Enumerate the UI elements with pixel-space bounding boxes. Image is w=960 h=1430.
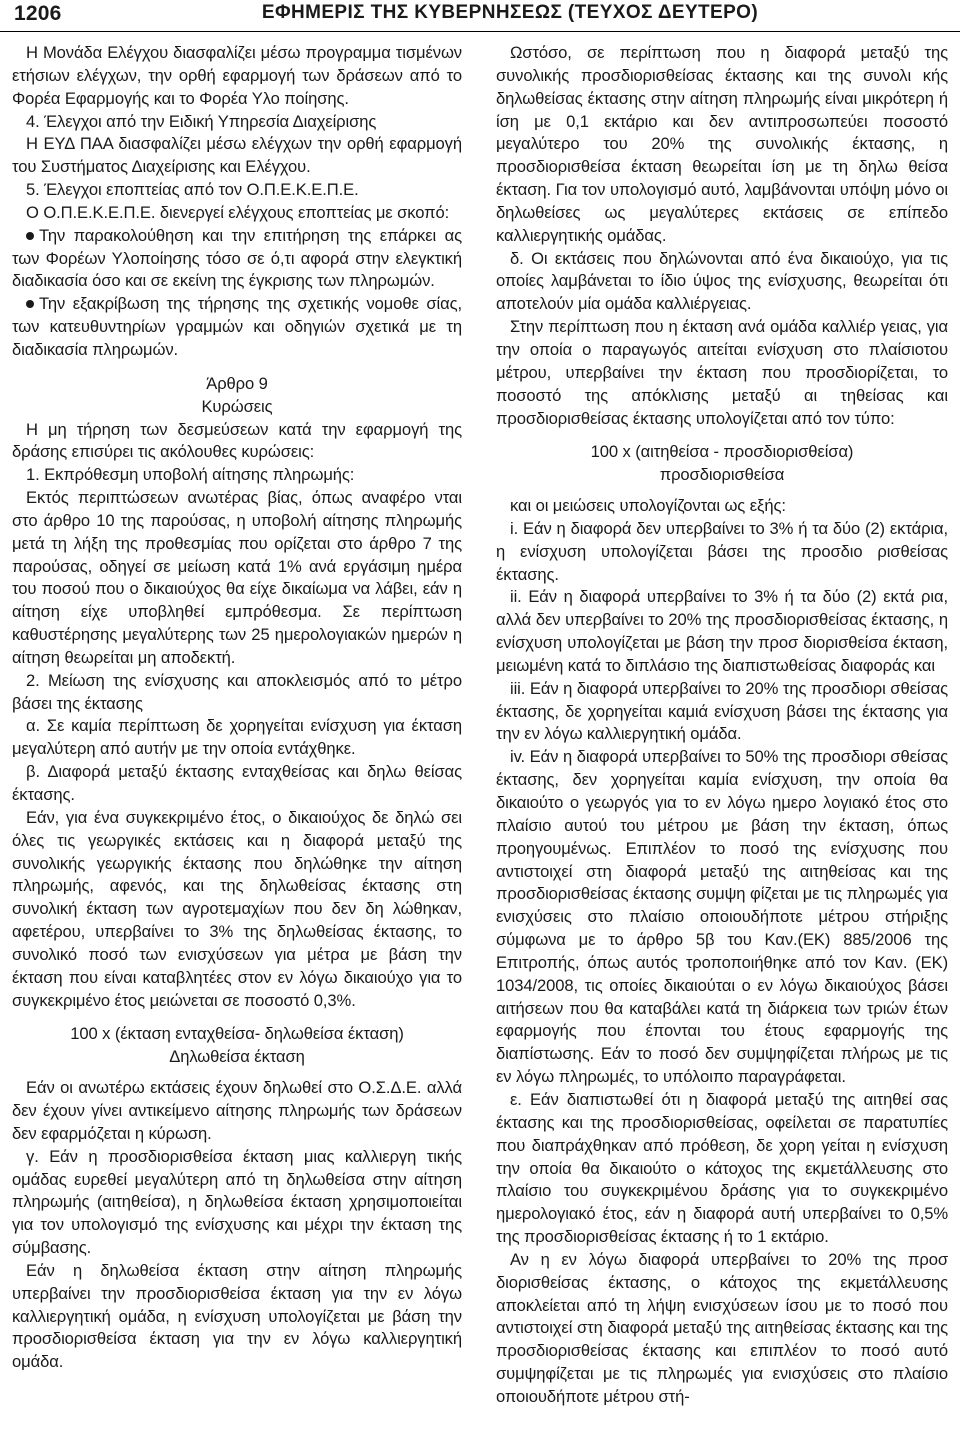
right-column (496, 42, 948, 1409)
list-item: iv. Εάν η διαφορά υπερβαίνει το 50% της προσδιορι σθείσας έκτασης, δεν χορηγείται καμία ενίσχυση, την οποία θα δικαιούτο ο γεωργός για το εν λόγω ημερο λογιακό έτος στο πλαίσιο αυτού του μέτρου με βάση την έκταση, όπως προηγουμένως. Επιπλέον το ποσό της ενίσχυσης που αντιστοιχεί στη διαφορά μεταξύ της αιτηθείσας και της προσδιορισθείσας έκτασης συμψη φίζεται με τις πληρωμές για ενισχύσεις στο πλαίσιο οποιουδήποτε μέτρου στήριξης σύμφωνα με το άρθρο 5β του Καν.(ΕΚ) 885/2006 της Επιτροπής, όπως αυτός τροποποιήθηκε από τον Καν. (ΕΚ) 1034/2008, τις οποίες δικαιούται ο εν λόγω δικαιούχος βάσει αιτήσεων που θα καταβάλει κατά τη διάρκεια των τριών έτων εφαρμογής που έπονται του έτους εφαρμογής της διαπίστωσης. Εάν το ποσό δεν συμψηφίζεται πλήρως με τις εν λόγω πληρωμές, το υπόλοιπο παραγράφεται. (496, 747, 948, 1087)
article-title: Κυρώσεις (201, 396, 273, 416)
paragraph: Ωστόσο, σε περίπτωση που η διαφορά μεταξύ της συνολικής προσδιορισθείσας έκτασης και της συνολι κής δηλωθείσας έκτασης στην αίτηση πληρωμής είναι μικρότερη ή ίση με 0,1 εκτάριο και δεν αντιπροσωπεύει ποσοστό μεγαλύτερο του 20% της συνολικής έκτασης, η προσδιορισθείσα έκταση θεωρείται ίση με τη δηλω θείσα έκταση. Για τον υπολογισμό αυτό, λαμβάνονται υπόψη μόνο οι δηλωθείσες ως μεγαλύτερες εκτάσεις σε επίπεδο καλλιεργητικής ομάδας. (496, 43, 948, 245)
paragraph: Εάν οι ανωτέρω εκτάσεις έχουν δηλωθεί στο Ο.Σ.Δ.Ε. αλλά δεν έχουν γίνει αντικείμενο αίτησης πληρωμής των δράσεων δεν εφαρμόζεται η κύρωση. (12, 1078, 462, 1143)
page-number: 1206 (14, 2, 62, 25)
paragraph: και οι μειώσεις υπολογίζονται ως εξής: (510, 496, 786, 516)
formula-denominator: Δηλωθείσα έκταση (169, 1047, 305, 1067)
paragraph: δ. Οι εκτάσεις που δηλώνονται από ένα δικαιούχο, για τις οποίες λαμβάνεται το ίδιο ύψος της ενίσχυσης, θεωρείται ότι αποτελούν μία ομάδα καλλιέργειας. (496, 248, 948, 314)
article-number: Άρθρο 9 (206, 373, 268, 393)
paragraph: Εάν η δηλωθείσα έκταση στην αίτηση πληρωμής υπερβαίνει την προσδιορισθείσα έκταση για την εν λόγω καλλιεργητική ομάδα, η ενίσχυση υπολογίζεται με βάση την προσδιορισθείσα έκταση για την εν λόγω καλλιεργητική ομάδα. (12, 1260, 462, 1372)
section-heading: 2. Μείωση της ενίσχυσης και αποκλεισμός από το μέτρο βάσει της έκτασης (12, 670, 462, 713)
paragraph: Στην περίπτωση που η έκταση ανά ομάδα καλλιέρ γειας, για την οποία ο παραγωγός αιτείται ενίσχυση στο πλαίσιοτου μέτρου, υπερβαίνει την έκταση που προσδιορίζεται, το ποσοστό της απόκλισης μεταξύ αι τηθείσας και προσδιορισθείσας έκτασης υπολογίζεται από τον τύπο: (496, 317, 948, 428)
spacer (12, 1012, 462, 1023)
section-heading: 5. Έλεγχοι εποπτείας από τον Ο.Π.Ε.Κ.Ε.Π.Ε. (26, 180, 359, 200)
spacer (496, 430, 948, 441)
page-header (0, 0, 960, 34)
bullet-item: Την παρακολούθηση και την επιτήρηση της επάρκει ας των Φορέων Υλοποίησης τόσο σε ό,τι αφορά στην ελεγκτική διαδικασία όσο και σε εκείνη της έγκρισης των πληρωμών. (12, 225, 462, 294)
paragraph: Η μη τήρηση των δεσμεύσεων κατά την εφαρμογή της δράσης επισύρει τις ακόλουθες κυρώσεις: (12, 419, 462, 462)
spacer (12, 362, 462, 373)
formula-denominator: προσδιορισθείσα (659, 465, 785, 485)
paragraph: α. Σε καμία περίπτωση δε χορηγείται ενίσχυση για έκταση μεγαλύτερη από αυτήν με την οποία εντάχθηκε. (12, 716, 462, 759)
spacer (12, 1069, 462, 1077)
left-column (12, 42, 462, 1374)
list-item: ii. Εάν η διαφορά υπερβαίνει το 3% ή τα δύο (2) εκτά ρια, αλλά δεν υπερβαίνει το 20% της προσδιορισθείσας έκτασης, η ενίσχυση υπολογίζεται με βάση την προσ διορισθείσα έκταση, μειωμένη κατά το διπλάσιο της διαπιστωθείσας διαφοράς και (496, 587, 948, 675)
list-item: iii. Εάν η διαφορά υπερβαίνει το 20% της προσδιορι σθείσας έκτασης, δε χορηγείται καμιά ενίσχυση βάσει της έκτασης για την εν λόγω καλλιεργητική ομάδα. (496, 678, 948, 744)
paragraph: Η Μονάδα Ελέγχου διασφαλίζει μέσω προγραμμα τισμένων ετήσιων ελέγχων, την ορθή εφαρμογή των δράσεων από το Φορέα Εφαρμογής και το Φορέα Υλο ποίησης. (12, 43, 462, 108)
bullet-item: Την εξακρίβωση της τήρησης της σχετικής νομοθε σίας, των κατευθυντηρίων γραμμών και οδηγιών σχετικά με τη διαδικασία πληρωμών. (12, 293, 462, 362)
paragraph: β. Διαφορά μεταξύ έκτασης ενταχθείσας και δηλω θείσας έκτασης. (12, 762, 462, 804)
formula-numerator: 100 x (έκταση ενταχθείσα- δηλωθείσα έκταση) (70, 1024, 404, 1044)
paragraph: Η ΕΥΔ ΠΑΑ διασφαλίζει μέσω ελέγχων την ορθή εφαρμογή του Συστήματος Διαχείρισης και Ελέγχου. (12, 134, 462, 177)
paragraph: ε. Εάν διαπιστωθεί ότι η διαφορά μεταξύ της αιτηθεί σας έκτασης και της προσδιορισθείσας, οφείλεται σε παρατυπίες που διαπράχθηκαν από πρόθεση, δε χορη γείται η ενίσχυση την οποία θα δικαιούτο ο κάτοχος της εκμετάλλευσης στο πλαίσιο του συγκεκριμένου δράσης για το συγκεκριμένο ημερολογιακό έτος, εάν η διαφορά αυτή υπερβαίνει το 0,5% της προσδιορισθείσας έκτασης ή το 1 εκτάριο. (496, 1089, 948, 1247)
paragraph: Εάν, για ένα συγκεκριμένο έτος, ο δικαιούχος δε δηλώ σει όλες τις γεωργικές εκτάσεις και η διαφορά μεταξύ της συνολικής γεωργικής έκτασης που δηλώθηκε την αίτηση πληρωμής, αφενός, και της δηλωθείσας έκτασης στη συνολική έκταση των αγροτεμαχίων που δεν δη λώθηκαν, αφετέρου, υπερβαίνει το 3% της δηλωθείσας έκτασης, το συνολικό ποσό των ενισχύσεων για μέτρα με βάση την έκταση που είναι καταβλητέες στον εν λόγω δικαιούχο για το συγκεκριμένο έτος μειώνεται σε ποσοστό 0,3%. (12, 807, 462, 1010)
header-rule (0, 31, 960, 32)
formula-numerator: 100 x (αιτηθείσα - προσδιορισθείσα) (590, 442, 854, 462)
spacer (496, 487, 948, 495)
gazette-title: ΕΦΗΜΕΡΙΣ ΤΗΣ ΚΥΒΕΡΝΗΣΕΩΣ (ΤΕΥΧΟΣ ΔΕΥΤΕΡΟ) (261, 2, 759, 23)
section-heading: 4. Έλεγχοι από την Ειδική Υπηρεσία Διαχείρισης (26, 111, 377, 131)
paragraph: Ο Ο.Π.Ε.Κ.Ε.Π.Ε. διενεργεί ελέγχους εποπτείας με σκοπό: (26, 202, 450, 222)
paragraph: Εκτός περιπτώσεων ανωτέρας βίας, όπως αναφέρο νται στο άρθρο 10 της παρούσας, η υποβολή αίτησης πληρωμής μετά τη λήξη της προθεσμίας που ορίζεται στο άρθρο 7 της παρούσας, οδηγεί σε μείωση κατά 1% ανά εργάσιμη ημέρα του ποσού που ο δικαιούχος θα είχε δικαίωμα να λάβει, εάν η αίτηση είχε υποβληθεί εμπρόθεσμα. Σε περίπτωση καθυστέρησης μεγαλύτερης των 25 ημερολογιακών ημερών η αίτηση θεωρείται μη αποδεκτή. (12, 488, 462, 667)
section-heading: 1. Εκπρόθεσμη υποβολή αίτησης πληρωμής: (26, 465, 355, 485)
paragraph: γ. Εάν η προσδιορισθείσα έκταση μιας καλλιεργη τικής ομάδας ευρεθεί μεγαλύτερη από τη δηλωθείσα στην αίτηση πληρωμής (αιτηθείσα), η δηλωθείσα έκταση χρησιμοποιείται για τον υπολογισμό της ενίσχυσης και μέχρι την έκταση της σύμβασης. (12, 1146, 462, 1258)
paragraph: Αν η εν λόγω διαφορά υπερβαίνει το 20% της προσ διορισθείσας έκτασης, ο κάτοχος της εκμετάλλευσης αποκλείεται από τη λήψη ενισχύσεων ίσου με το ποσό που αντιστοιχεί στη διαφορά μεταξύ της αιτηθείσας έκτασης και της προσδιορισθείσας έκτασης και επιπλέον το ποσό αυτό συμψηφίζεται με τις πληρωμές για ενισχύσεις στο πλαίσιο οποιουδήποτε μέτρου στή- (496, 1249, 948, 1406)
list-item: i. Εάν η διαφορά δεν υπερβαίνει το 3% ή τα δύο (2) εκτάρια, η ενίσχυση υπολογίζεται βάσει της προσδιο ρισθείσας έκτασης. (496, 518, 948, 584)
